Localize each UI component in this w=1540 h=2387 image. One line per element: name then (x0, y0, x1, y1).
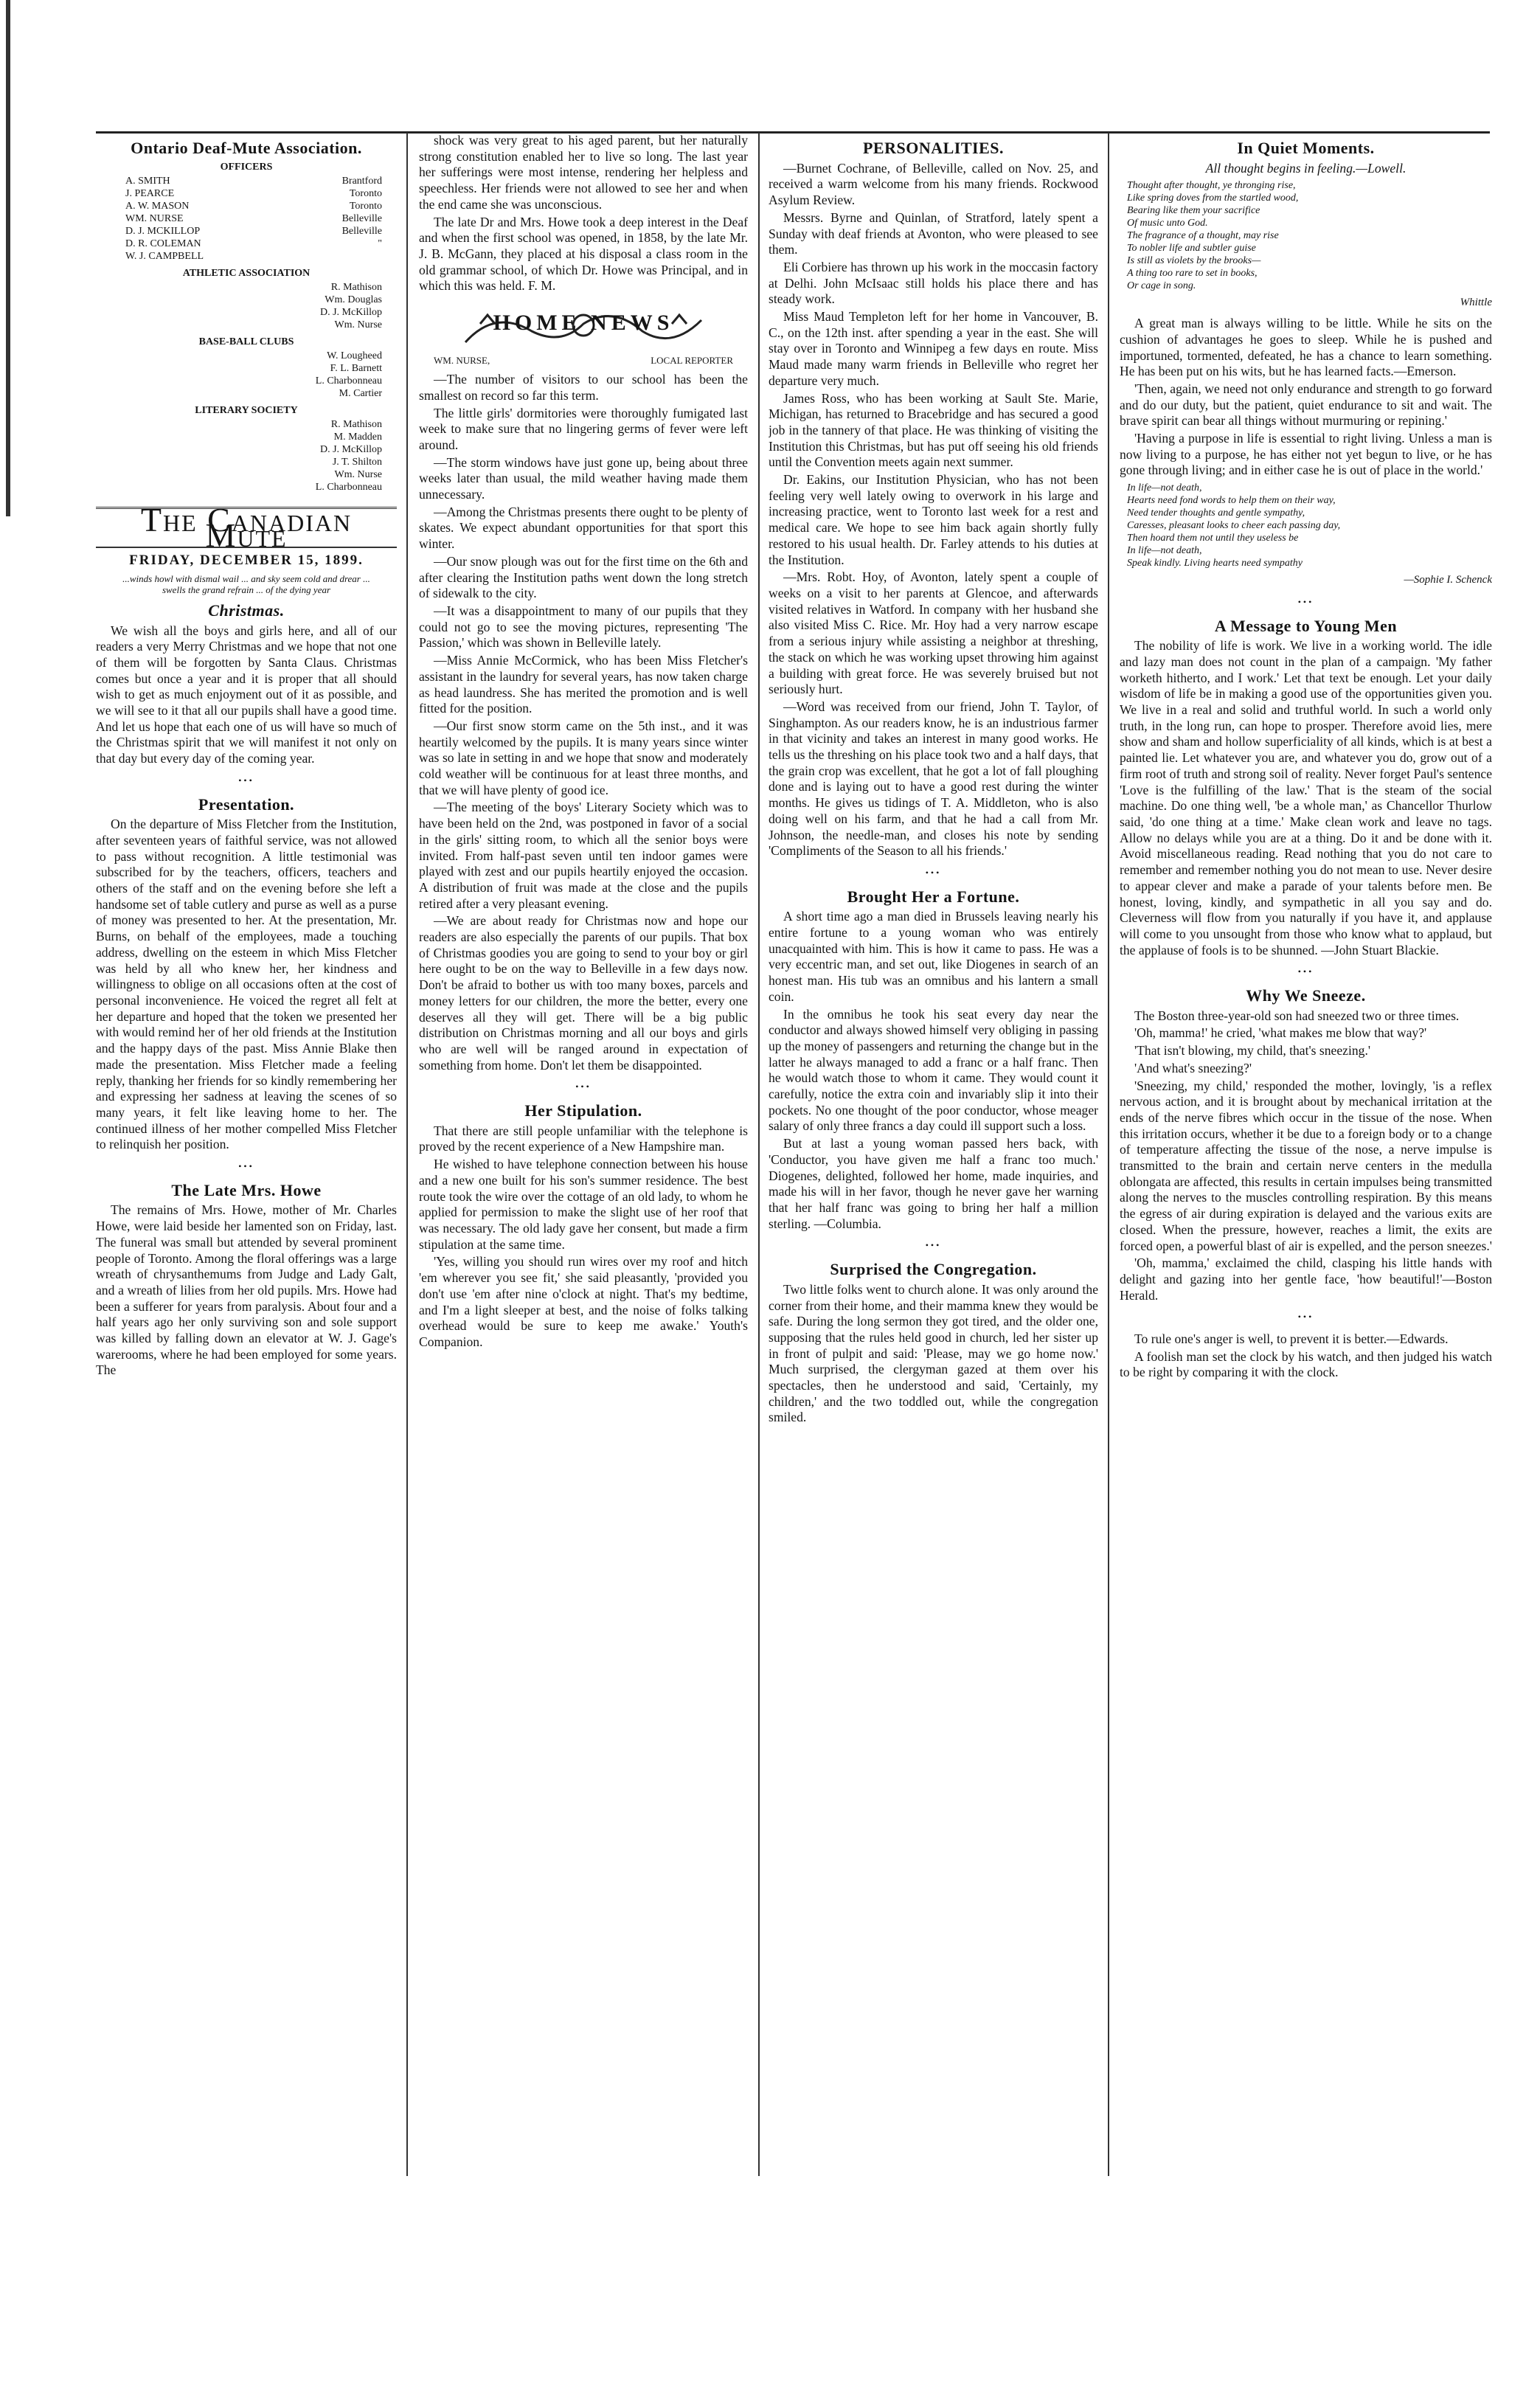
page-edge-shadow (6, 0, 10, 516)
officer-name: A. W. MASON (125, 200, 190, 212)
paragraph: He wished to have telephone connection between his house and a new one built for his son's summer residence. The best route took the wire over the cottage of an old lady, to whom he applied for permission to make the slight use of her roof that was necessary. The old lady gave her consent, but made a firm stipulation at the same time. (419, 1157, 748, 1252)
officer-row (96, 250, 397, 263)
poem-line: Like spring doves from the startled wood, (1127, 193, 1299, 204)
paragraph: The little girls' dormitories were thoroughly fumigated last week to make sure that no lingering germs of fever were left around. (419, 405, 748, 452)
poem-line: Caresses, pleasant looks to cheer each passing day, (1127, 520, 1341, 532)
paragraph: In the omnibus he took his seat every day near the conductor and always showed himself very obliging in passing up the money of passengers and returning the change but in the latter he always managed to add a franc or a half franc. Then he would watch those to whom it came. They would count it carefully, notice the extra coin and invariably slip it into their pockets. No one thought of the poor conductor, whose meager salary of only three francs a day could ill support such a loss. (769, 1006, 1098, 1134)
poem-line: A thing too rare to set in books, (1127, 268, 1258, 280)
officer-place: J. T. Shilton (332, 456, 382, 468)
home-news-title: HOME NEWS (493, 310, 674, 335)
officer-place: Toronto (349, 200, 382, 212)
young-men-heading: A Message to Young Men (1214, 616, 1398, 635)
christmas-heading: Christmas. (208, 600, 285, 620)
officer-row (96, 294, 397, 306)
officer-place: " (378, 238, 382, 249)
officers-list (96, 175, 397, 263)
paragraph: A great man is always willing to be little. While he sits on the cushion of advantages he goes to sleep. While he is pushed and importuned, tormented, defeated, he has a chance to learn something. He has been put on his wits, but he has learned facts.—Emerson. (1120, 316, 1492, 379)
paragraph: Miss Maud Templeton left for her home in Vancouver, B. C., on the 12th inst. after spending a year in the east. She will stay over in Toronto and Winnipeg a few days en route. Miss Maud made many warm friends in Belleville who regret her departure very much. (769, 309, 1098, 388)
sneeze-body (1120, 1008, 1492, 1304)
poem-line: Speak kindly. Living hearts need sympathy (1127, 558, 1303, 569)
paragraph: James Ross, who has been working at Sault Ste. Marie, Michigan, has returned to Bracebridge and has secured a good job in the tannery of that place. He was thinking of visiting the Institution this Christmas, but has put off seeing his old friends until the Convention meets again next summer. (769, 390, 1098, 470)
howe-continued (419, 133, 748, 294)
officer-row (96, 306, 397, 319)
officer-row (96, 319, 397, 331)
separator: ••• (238, 1161, 254, 1172)
paragraph: To rule one's anger is well, to prevent it is better.—Edwards. (1134, 1331, 1449, 1347)
dateline: FRIDAY, DECEMBER 15, 1899. (129, 552, 364, 569)
paragraph: shock was very great to his aged parent, but her naturally strong constitution enabled her to live so long. The last year her sufferings were most intense, rendering her helpless and speechless. Her friends were not allowed to see her and when the end came she was unconscious. (419, 133, 748, 212)
literary-heading: LITERARY SOCIETY (195, 404, 298, 416)
paragraph: 'And what's sneezing?' (1134, 1060, 1252, 1075)
stipulation-heading: Her Stipulation. (524, 1101, 642, 1120)
assoc-title: Ontario Deaf-Mute Association. (131, 139, 362, 157)
paragraph: That there are still people unfamiliar with the telephone is proved by the recent experience of a New Hampshire man. (419, 1123, 748, 1154)
paragraph: Dr. Eakins, our Institution Physician, who has not been feeling very well lately owing to overwork in his large and increasing practice, went to Toronto last week for a rest and medical care. We hope to see him back again shortly fully restored to his usual health. Dr. Farley attends to his duties at the Institution. (769, 472, 1098, 567)
presentation-heading: Presentation. (198, 794, 295, 814)
poem-line: Then hoard them not until they useless be (1127, 533, 1299, 544)
paragraph: —Our snow plough was out for the first time on the 6th and after clearing the Institution paths went down the long stretch of sidewalk to the city. (419, 553, 748, 601)
paragraph: —It was a disappointment to many of our pupils that they could not go to see the moving pictures, representing 'The Passion,' which was shown in Belleville lately. (419, 603, 748, 651)
fortune-body (769, 909, 1098, 1232)
paragraph: On the departure of Miss Fletcher from the Institution, after seventeen years of faithful service, was not allowed to pass without recognition. A little testimonial was subscribed for by the teachers, officers, teachers and others of the staff and on the evening before she left a handsome set of table cutlery and purse as well as a purse of money was presented to her. At the presentation, Mr. Burns, on behalf of the employees, made a touching address, dwelling on the esteem in which Miss Fletcher was held by all who knew her, her kindness and willingness to oblige on all occasions often at the cost of personal inconvenience. He voiced the regret all felt at her departure and hoped that the token we presented her with would remind her of her old friends at the Institution and the happy days of the past. Miss Annie Blake then made the presentation. Miss Fletcher made a feeling reply, thanking her friends for so kindly remembering her and expressing her sadness at leaving the scenes of so many years, it felt like leaving home to her. The continued illness of her mother compelled Miss Fletcher to relinquish her position. (96, 817, 397, 1152)
poem-line: Of music unto God. (1127, 218, 1208, 229)
poem-line: Is still as violets by the brooks— (1127, 255, 1261, 267)
poem-1-cite: Whittle (1460, 297, 1492, 309)
paragraph: Eli Corbiere has thrown up his work in the moccasin factory at Delhi. John McIsaac still holds his place there and has steady work. (769, 259, 1098, 307)
poem-line: The fragrance of a thought, may rise (1127, 230, 1279, 242)
officers-block (96, 161, 397, 493)
poem-1 (1127, 179, 1485, 292)
officer-place: L. Charbonneau (315, 481, 382, 493)
officer-place: F. L. Barnett (330, 362, 382, 374)
paragraph: Messrs. Byrne and Quinlan, of Stratford, lately spent a Sunday with deaf friends at Avonton, who were pleased to see them. (769, 209, 1098, 257)
officer-place: Toronto (349, 187, 382, 199)
masthead: The Canadian Mute (96, 507, 397, 548)
officer-row (96, 443, 397, 456)
officer-place: D. J. McKillop (320, 306, 382, 318)
quiet-epigraph: All thought begins in feeling.—Lowell. (1205, 160, 1407, 176)
paragraph: 'That isn't blowing, my child, that's sneezing.' (1134, 1043, 1371, 1059)
officer-row (96, 225, 397, 238)
paragraph: 'Having a purpose in life is essential to right living. Unless a man is now living to a purpose, he has either not yet begun to live, or he has gone through living; and in either case he is out of place in the world.' (1120, 431, 1492, 478)
fortune-heading: Brought Her a Fortune. (847, 887, 1020, 906)
howe-heading: The Late Mrs. Howe (171, 1180, 322, 1199)
sneeze-heading: Why We Sneeze. (1246, 986, 1366, 1005)
officer-place: Belleville (341, 212, 382, 224)
officer-place: Brantford (341, 175, 382, 187)
officer-place: W. Lougheed (327, 350, 382, 361)
officer-row (96, 187, 397, 200)
officer-place: M. Cartier (339, 387, 382, 399)
poem-line: Bearing like them your sacrifice (1127, 205, 1260, 217)
column-rule (1108, 133, 1109, 2176)
poem-line: Or cage in song. (1127, 280, 1196, 292)
officer-place: L. Charbonneau (315, 375, 382, 387)
officer-row (96, 200, 397, 212)
poem-line: In life—not death, (1127, 545, 1202, 557)
column-3 (769, 133, 1098, 2173)
officer-row (96, 456, 397, 468)
surprise-body (769, 1282, 1098, 1426)
paragraph: —Among the Christmas presents there ought to be plenty of skates. We expect abundant opportunities for that sport this winter. (419, 504, 748, 552)
officer-place: M. Madden (333, 431, 382, 443)
paragraph: A foolish man set the clock by his watch, and then judged his watch to be right by comparing it with the clock. (1120, 1348, 1492, 1380)
baseball-heading: BASE-BALL CLUBS (198, 336, 294, 347)
personalities-heading: PERSONALITIES. (862, 139, 1004, 157)
officer-row (96, 175, 397, 187)
paragraph: The Boston three-year-old son had sneezed two or three times. (1134, 1008, 1460, 1023)
officer-place: Wm. Nurse (334, 468, 382, 480)
officer-name: W. J. CAMPBELL (125, 250, 204, 262)
paragraph: A short time ago a man died in Brussels leaving nearly his entire fortune to a young woman who was entirely unacquainted with him. This is how it came to pass. He was a very eccentric man, and set out, like Diogenes in search of an honest man. His tub was an omnibus and his lantern a small coin. (769, 909, 1098, 1004)
separator: ••• (1297, 966, 1314, 977)
officer-place: R. Mathison (330, 281, 382, 293)
officer-row (96, 238, 397, 250)
howe-body (96, 1202, 397, 1379)
young-men-body (1120, 638, 1492, 958)
column-rule (406, 133, 408, 2176)
home-news-body (419, 372, 748, 1073)
officer-row (96, 468, 397, 481)
masthead-verse: ...winds howl with dismal wail ... and sky seem cold and drear ... swells the grand refrain ... of the dying year (122, 572, 370, 595)
separator: ••• (1297, 596, 1314, 607)
quiet-heading: In Quiet Moments. (1237, 139, 1375, 157)
officer-place: Belleville (341, 225, 382, 237)
quiet-body (1120, 316, 1492, 479)
officer-place: Wm. Douglas (325, 294, 382, 305)
poem-line: Hearts need fond words to help them on their way, (1127, 495, 1336, 507)
literary-list (96, 418, 397, 493)
column-1 (96, 133, 397, 2173)
tail-body (1120, 1331, 1492, 1381)
personalities-body (769, 161, 1098, 859)
paragraph: The late Dr and Mrs. Howe took a deep interest in the Deaf and when the first school was opened, in 1858, by the late Mr. J. B. McGann, they placed at his disposal a class room in the old grammar school, of which Dr. Howe was Principal, and in which this was held. F. M. (419, 214, 748, 294)
officer-row (96, 375, 397, 387)
officers-heading: OFFICERS (220, 161, 273, 173)
separator: ••• (238, 775, 254, 786)
paragraph: —Burnet Cochrane, of Belleville, called on Nov. 25, and received a warm welcome from his many friends. Rockwood Asylum Review. (769, 160, 1098, 208)
stipulation-body (419, 1123, 748, 1351)
paragraph: 'Sneezing, my child,' responded the mother, lovingly, 'is a reflex nervous action, and it is brought about by mechanical irritation at the ends of the nerve fibres which occur in the tissue of the nose. When this irritation occurs, whether it be due to a foreign body or to a change of temperature affecting the tissue of the nose, a nerve impulse is transmitted to the brain and certain nerve centers in the medulla oblongata are affected, this results in certain impulses being transmitted along the nerves to the muscles controlling respiration. By this means the egress of air during expiration is delayed and the various exits are closed. When the pressure, however, reaches a limit, the exits are forced open, a powerful blast of air is expelled, and the person sneezes.' (1120, 1078, 1492, 1253)
poem-2 (1127, 482, 1485, 569)
paragraph: 'Oh, mamma!' he cried, 'what makes me blow that way?' (1134, 1025, 1427, 1041)
reporter-name: WM. NURSE, (434, 355, 490, 367)
officer-row (96, 418, 397, 431)
paragraph: —Mrs. Robt. Hoy, of Avonton, lately spent a couple of weeks on a visit to her parents at Glencoe, and afterwards visited relatives in Watford. In company with her husband she also visited Miss C. Rice. Mr. Hoy had a very narrow escape from a serious injury while assisting a neighbor at threshing, the stack on which he was working upset throwing him against a building with great force. He was severely bruised but not seriously hurt. (769, 569, 1098, 697)
officer-row (96, 431, 397, 443)
officer-place: R. Mathison (330, 418, 382, 430)
surprise-heading: Surprised the Congregation. (830, 1260, 1037, 1279)
paragraph: We wish all the boys and girls here, and all of our readers a very Merry Christmas and we hope that not one of them will be forgotten by Santa Claus. Christmas comes but once a year and it is proper that all should wish to get as much enjoyment out of it as possible, and we will see to it that all our pupils shall have a good time. And let us hope that each one of us will have so much of the Christmas spirit that we will manifest it not only on that day but every day of the coming year. (96, 623, 397, 766)
separator: ••• (925, 1240, 942, 1251)
officer-place: Wm. Nurse (334, 319, 382, 330)
reporter-title: LOCAL REPORTER (651, 355, 733, 367)
home-news-logo (419, 302, 748, 369)
officer-name: D. J. MCKILLOP (125, 225, 201, 237)
officer-name: WM. NURSE (125, 212, 184, 224)
paragraph: Two little folks went to church alone. It was only around the corner from their home, and their mamma knew they would be safe. During the long sermon they got tired, and the older one, supposing that the rules held good in church, led her sister up in front of pulpit and said: 'Please, may we go home now.' Much surprised, the clergyman gazed at them over his spectacles, then he understood and said, 'Certainly, my children,' and the two toddled out, while the congregation smiled. (769, 1281, 1098, 1425)
athletic-heading: ATHLETIC ASSOCIATION (182, 267, 311, 279)
paragraph: 'Yes, willing you should run wires over my roof and hitch 'em wherever you see fit,' she said pleasantly, 'provided you don't use 'em after nine o'clock at night. That's my bedtime, and I'm a light sleeper at best, and the noise of folks talking overhead would be sure to keep me awake.' Youth's Companion. (419, 1254, 748, 1349)
poem-line: In life—not death, (1127, 482, 1202, 494)
paragraph: —The storm windows have just gone up, being about three weeks later than usual, the mild weather having made them unnecessary. (419, 454, 748, 502)
paragraph: The nobility of life is work. We live in a working world. The idle and lazy man does not count in the plan of a campaign. 'My father worketh hitherto, and I work.' Let that text be enough. Let your daily wisdom of life be in making a good use of the opportunities given you. We live in a real and solid and truthful world. In such a world only truth, in the long run, can hope to prosper. Therefore avoid lies, mere show and sham and hollow superficiality of all kinds, which is at best a painted lie. Let whatever you are, and whatever you do, grow out of a firm root of truth and strong soil of reality. Never forget Paul's sentence 'Love is the fulfilling of the law.' That is the steam of the social machine. Do one thing well, 'be a whole man,' as Chancellor Thurlow said, 'do one thing at a time.' Make clean work and leave no tags. Allow no delays while you are at a thing. Do it and be done with it. Avoid miscellaneous reading. Read nothing that you do not care to remember and remember nothing you do not mean to use. Never desire to appear clever and make a parade of your talents before men. Be honest, loving, kindly, and sympathetic in all you say and do. Cleverness will flow from you naturally if you have it, and applause will come to you unsought from those who know what to applaud, but the applause of fools is to be shunned. —John Stuart Blackie. (1120, 638, 1492, 957)
officer-name: D. R. COLEMAN (125, 238, 201, 249)
column-rule (758, 133, 760, 2176)
officer-row (96, 281, 397, 294)
baseball-list (96, 350, 397, 400)
officer-row (96, 481, 397, 493)
poem-line: Thought after thought, ye thronging rise, (1127, 180, 1296, 192)
christmas-body (96, 623, 397, 767)
officer-row (96, 362, 397, 375)
poem-line: To nobler life and subtler guise (1127, 243, 1256, 254)
officer-row (96, 350, 397, 362)
officer-name: A. SMITH (125, 175, 170, 187)
officer-row (96, 212, 397, 225)
paragraph: —Our first snow storm came on the 5th inst., and it was heartily welcomed by the pupils. It is many years since winter was so late in setting in and we hope that snow and moderately cold weather will be continuous for at least three months, and that we will have plenty of good ice. (419, 718, 748, 797)
paragraph: 'Then, again, we need not only endurance and strength to go forward and do our duty, but the patient, quiet endurance to sit and wait. The brave spirit can bear all things without murmuring or repining.' (1120, 381, 1492, 429)
paragraph: —We are about ready for Christmas now and hope our readers are also especially the parents of our pupils. That box of Christmas goodies you are going to send to your boy or girl here ought to be on the way to Belleville in a few days now. Don't be afraid to bother us with too many boxes, parcels and money letters for our children, the more the better, every one deserves all they will get. There will be a big public distribution on Christmas morning and all our boys and girls who are well will be ranged around in expectation of something from home. Don't let them be disappointed. (419, 913, 748, 1073)
officer-row (96, 387, 397, 400)
paragraph: 'Oh, mamma,' exclaimed the child, clasping his little hands with delight and gazing into her gentle face, 'how beautiful!'—Boston Herald. (1120, 1255, 1492, 1303)
column-4 (1120, 133, 1492, 2173)
presentation-body (96, 817, 397, 1153)
paragraph: —Miss Annie McCormick, who has been Miss Fletcher's assistant in the laundry for several years, has now taken charge as head laundress. She has merited the promotion and is well fitted for the position. (419, 653, 748, 716)
paragraph: —Word was received from our friend, John T. Taylor, of Singhampton. As our readers know, he is an industrious farmer in that vicinity and takes an interest in many good works. He tells us the threshing on his place took two and a half days, that the grain crop was excellent, that he got a lot of fall ploughing done and is laying out to have a good rest during the winter months. He gives us tidings of T. A. Middleton, who is also doing well on his farm, and that he had a call from Mr. Johnson, the needle-man, and closes his note by sending 'Compliments of the Season to all his friends.' (769, 699, 1098, 859)
officer-place: D. J. McKillop (320, 443, 382, 455)
separator: ••• (925, 867, 942, 878)
paragraph: —The meeting of the boys' Literary Society which was to have been held on the 2nd, was postponed in favor of a social in the girls' sitting room, to which all the senior boys were invited. From half-past seven until ten indoor games were played with zest and our pupils heartily enjoyed the occasion. A distribution of fruit was made at the close and the pupils retired after a very pleasant evening. (419, 800, 748, 911)
paragraph: The remains of Mrs. Howe, mother of Mr. Charles Howe, were laid beside her lamented son on Friday, last. The funeral was small but attended by several prominent people of Toronto. Among the floral offerings was a large wreath of chrysanthemums from Judge and Lady Galt, and a wreath of lilies from her old pupils. Mrs. Howe had been a sufferer for years from paralysis. About four and a half years ago her only surviving son and sole support was killed by falling down an elevator at W. J. Gage's warerooms, where he had been employed for some years. The (96, 1202, 397, 1378)
paragraph: But at last a young woman passed hers back, with 'Conductor, you have given me half a franc too much.' Diogenes, delighted, followed her home, made inquiries, and made his will in her favor, though he never gave her warning that her half franc was going to bring her half a million sterling. —Columbia. (769, 1136, 1098, 1231)
column-2 (419, 133, 748, 2173)
paragraph: —The number of visitors to our school has been the smallest on record so far this term. (419, 372, 748, 403)
officer-name: J. PEARCE (125, 187, 175, 199)
athletic-list (96, 281, 397, 331)
poem-2-cite: —Sophie I. Schenck (1404, 574, 1492, 586)
poem-line: Need tender thoughts and gentle sympathy, (1127, 507, 1305, 519)
separator: ••• (1297, 1312, 1314, 1323)
separator: ••• (575, 1081, 592, 1092)
